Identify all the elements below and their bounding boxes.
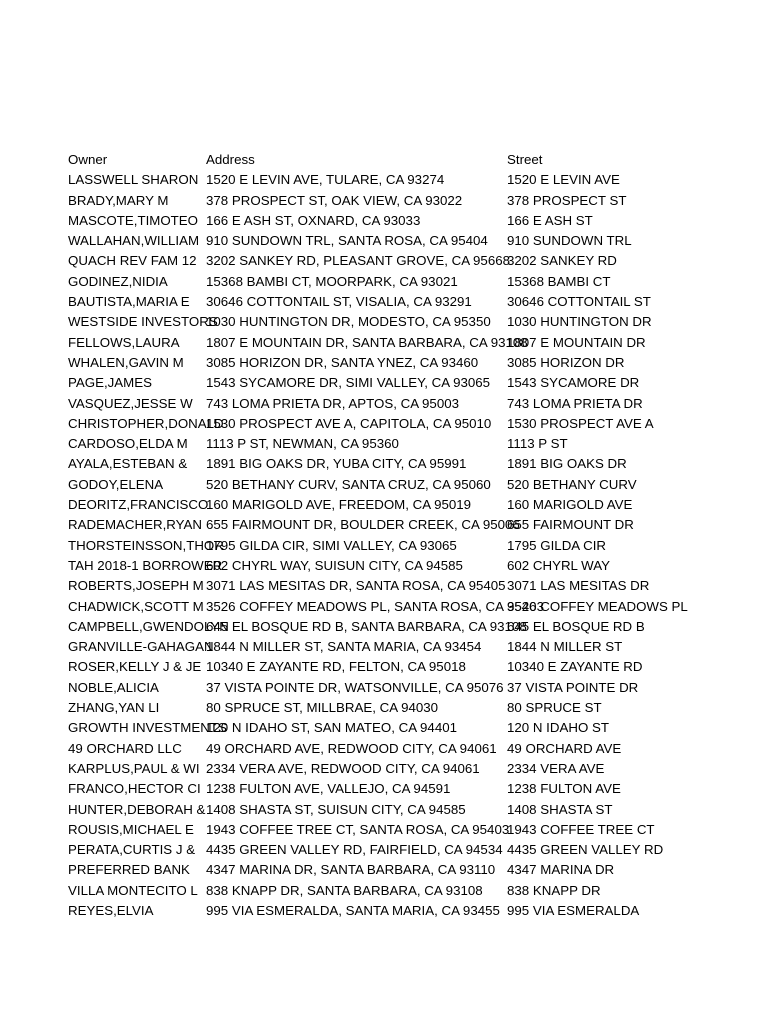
address-cell[interactable]: 10340 E ZAYANTE RD, FELTON, CA 95018 (206, 659, 466, 675)
table-row (68, 515, 758, 535)
owner-cell[interactable]: CHADWICK,SCOTT M (68, 598, 204, 614)
table-body (68, 170, 758, 921)
table-row (68, 678, 758, 698)
street-cell[interactable]: 120 N IDAHO ST (507, 720, 609, 736)
table-row (68, 576, 758, 596)
address-cell[interactable]: 37 VISTA POINTE DR, WATSONVILLE, CA 95076 (206, 679, 504, 695)
table-row (68, 353, 758, 373)
address-cell[interactable]: 1891 BIG OAKS DR, YUBA CITY, CA 95991 (206, 456, 467, 472)
street-cell[interactable]: 160 MARIGOLD AVE (507, 497, 633, 513)
address-cell[interactable]: 1795 GILDA CIR, SIMI VALLEY, CA 93065 (206, 537, 457, 553)
street-cell[interactable]: 30646 COTTONTAIL ST (507, 294, 651, 310)
address-cell[interactable]: 4347 MARINA DR, SANTA BARBARA, CA 93110 (206, 862, 496, 878)
table-row (68, 292, 758, 312)
owner-cell[interactable]: PREFERRED BANK (68, 862, 190, 878)
address-cell[interactable]: 1113 P ST, NEWMAN, CA 95360 (206, 436, 399, 452)
owner-cell[interactable]: DEORITZ,FRANCISCO (68, 497, 209, 513)
table-row (68, 373, 758, 393)
owner-cell[interactable]: WALLAHAN,WILLIAM (68, 233, 200, 249)
table-row (68, 800, 758, 820)
street-cell[interactable]: 4435 GREEN VALLEY RD (507, 842, 664, 858)
street-cell[interactable]: 15368 BAMBI CT (507, 273, 611, 289)
address-cell[interactable]: 995 VIA ESMERALDA, SANTA MARIA, CA 93455 (206, 902, 500, 918)
owner-cell[interactable]: VILLA MONTECITO L (68, 882, 198, 898)
street-cell[interactable]: 1807 E MOUNTAIN DR (507, 334, 646, 350)
address-cell[interactable]: 520 BETHANY CURV, SANTA CRUZ, CA 95060 (206, 476, 491, 492)
table-row (68, 536, 758, 556)
owner-cell[interactable]: CHRISTOPHER,DONALD (68, 415, 224, 431)
address-cell[interactable]: 602 CHYRL WAY, SUISUN CITY, CA 94585 (206, 557, 463, 573)
street-cell[interactable]: 1543 SYCAMORE DR (507, 375, 640, 391)
table-row (68, 333, 758, 353)
address-cell[interactable]: 4435 GREEN VALLEY RD, FAIRFIELD, CA 94534 (206, 842, 503, 858)
address-cell[interactable]: 1807 E MOUNTAIN DR, SANTA BARBARA, CA 93108 (206, 334, 528, 350)
spreadsheet-table (68, 150, 758, 921)
street-cell[interactable]: 37 VISTA POINTE DR (507, 679, 639, 695)
owner-cell[interactable]: KARPLUS,PAUL & WI (68, 760, 200, 776)
table-row (68, 211, 758, 231)
owner-cell[interactable]: TAH 2018-1 BORROWER (68, 557, 223, 573)
owner-cell[interactable]: WESTSIDE INVESTORS (68, 314, 218, 330)
address-cell[interactable]: 3071 LAS MESITAS DR, SANTA ROSA, CA 95405 (206, 578, 506, 594)
street-cell[interactable]: 10340 E ZAYANTE RD (507, 659, 643, 675)
address-cell[interactable]: 910 SUNDOWN TRL, SANTA ROSA, CA 95404 (206, 233, 488, 249)
address-cell[interactable]: 1408 SHASTA ST, SUISUN CITY, CA 94585 (206, 801, 466, 817)
street-cell[interactable]: 602 CHYRL WAY (507, 557, 610, 573)
address-cell[interactable]: 1520 E LEVIN AVE, TULARE, CA 93274 (206, 172, 445, 188)
street-cell[interactable]: 166 E ASH ST (507, 212, 593, 228)
owner-column-header[interactable]: Owner (68, 152, 108, 167)
table-row (68, 860, 758, 880)
street-cell[interactable]: 49 ORCHARD AVE (507, 740, 622, 756)
owner-cell[interactable]: WHALEN,GAVIN M (68, 354, 184, 370)
owner-cell[interactable]: ZHANG,YAN LI (68, 700, 160, 716)
street-cell[interactable]: 3526 COFFEY MEADOWS PL (507, 598, 688, 614)
table-row (68, 414, 758, 434)
street-cell[interactable]: 1943 COFFEE TREE CT (507, 821, 655, 837)
owner-cell[interactable]: PERATA,CURTIS J & (68, 842, 196, 858)
street-cell[interactable]: 655 FAIRMOUNT DR (507, 517, 634, 533)
owner-cell[interactable]: ROBERTS,JOSEPH M (68, 578, 204, 594)
street-cell[interactable]: 645 EL BOSQUE RD B (507, 618, 645, 634)
table-row (68, 394, 758, 414)
table-row (68, 251, 758, 271)
address-cell[interactable]: 160 MARIGOLD AVE, FREEDOM, CA 95019 (206, 497, 472, 513)
address-cell[interactable]: 1030 HUNTINGTON DR, MODESTO, CA 95350 (206, 314, 491, 330)
owner-cell[interactable]: THORSTEINSSON,THOR (68, 537, 224, 553)
street-cell[interactable]: 1844 N MILLER ST (507, 639, 623, 655)
owner-cell[interactable]: CAMPBELL,GWENDOLYN (68, 618, 229, 634)
street-cell[interactable]: 910 SUNDOWN TRL (507, 233, 632, 249)
owner-cell[interactable]: VASQUEZ,JESSE W (68, 395, 193, 411)
table-row (68, 312, 758, 332)
address-cell[interactable]: 1530 PROSPECT AVE A, CAPITOLA, CA 95010 (206, 415, 492, 431)
table-row (68, 231, 758, 251)
owner-cell[interactable]: RADEMACHER,RYAN (68, 517, 202, 533)
table-row (68, 698, 758, 718)
table-row (68, 759, 758, 779)
street-cell[interactable]: 838 KNAPP DR (507, 882, 601, 898)
owner-cell[interactable]: AYALA,ESTEBAN & (68, 456, 188, 472)
address-cell[interactable]: 120 N IDAHO ST, SAN MATEO, CA 94401 (206, 720, 458, 736)
street-cell[interactable]: 1795 GILDA CIR (507, 537, 607, 553)
owner-cell[interactable]: NOBLE,ALICIA (68, 679, 159, 695)
table-row (68, 475, 758, 495)
owner-cell[interactable]: REYES,ELVIA (68, 902, 154, 918)
owner-cell[interactable]: PAGE,JAMES (68, 375, 152, 391)
street-cell[interactable]: 3071 LAS MESITAS DR (507, 578, 650, 594)
table-row (68, 617, 758, 637)
table-row (68, 597, 758, 617)
table-row (68, 657, 758, 677)
table-row (68, 901, 758, 921)
street-cell[interactable]: 1408 SHASTA ST (507, 801, 613, 817)
street-cell[interactable]: 1520 E LEVIN AVE (507, 172, 620, 188)
address-cell[interactable]: 645 EL BOSQUE RD B, SANTA BARBARA, CA 93108 (206, 618, 527, 634)
table-row (68, 191, 758, 211)
owner-cell[interactable]: GROWTH INVESTMENTS (68, 720, 227, 736)
street-cell[interactable]: 1891 BIG OAKS DR (507, 456, 627, 472)
table-row (68, 170, 758, 190)
street-cell[interactable]: 1030 HUNTINGTON DR (507, 314, 652, 330)
owner-cell[interactable]: ROUSIS,MICHAEL E (68, 821, 194, 837)
table-row (68, 454, 758, 474)
address-cell[interactable]: 3202 SANKEY RD, PLEASANT GROVE, CA 95668 (206, 253, 511, 269)
address-cell[interactable]: 80 SPRUCE ST, MILLBRAE, CA 94030 (206, 700, 439, 716)
address-cell[interactable]: 378 PROSPECT ST, OAK VIEW, CA 93022 (206, 192, 463, 208)
owner-cell[interactable]: 49 ORCHARD LLC (68, 740, 182, 756)
table-row (68, 820, 758, 840)
address-cell[interactable]: 655 FAIRMOUNT DR, BOULDER CREEK, CA 95006 (206, 517, 520, 533)
owner-cell[interactable]: GRANVILLE-GAHAGAN (68, 639, 214, 655)
address-cell[interactable]: 743 LOMA PRIETA DR, APTOS, CA 95003 (206, 395, 460, 411)
header-row (68, 150, 758, 170)
address-cell[interactable]: 166 E ASH ST, OXNARD, CA 93033 (206, 212, 421, 228)
owner-cell[interactable]: FRANCO,HECTOR CI (68, 781, 201, 797)
address-cell[interactable]: 1943 COFFEE TREE CT, SANTA ROSA, CA 95403 (206, 821, 510, 837)
street-cell[interactable]: 4347 MARINA DR (507, 862, 615, 878)
address-cell[interactable]: 30646 COTTONTAIL ST, VISALIA, CA 93291 (206, 294, 472, 310)
address-cell[interactable]: 1543 SYCAMORE DR, SIMI VALLEY, CA 93065 (206, 375, 491, 391)
street-cell[interactable]: 995 VIA ESMERALDA (507, 902, 640, 918)
owner-cell[interactable]: GODOY,ELENA (68, 476, 164, 492)
street-cell[interactable]: 520 BETHANY CURV (507, 476, 637, 492)
owner-cell[interactable]: ROSER,KELLY J & JE (68, 659, 202, 675)
table-row (68, 637, 758, 657)
address-cell[interactable]: 3526 COFFEY MEADOWS PL, SANTA ROSA, CA 95403 (206, 598, 544, 614)
address-cell[interactable]: 15368 BAMBI CT, MOORPARK, CA 93021 (206, 273, 458, 289)
table-row (68, 272, 758, 292)
owner-cell[interactable]: HUNTER,DEBORAH & (68, 801, 206, 817)
street-cell[interactable]: 743 LOMA PRIETA DR (507, 395, 643, 411)
address-column-header[interactable]: Address (206, 152, 255, 167)
owner-cell[interactable]: MASCOTE,TIMOTEO (68, 212, 199, 228)
table-row (68, 434, 758, 454)
table-row (68, 495, 758, 515)
address-cell[interactable]: 3085 HORIZON DR, SANTA YNEZ, CA 93460 (206, 354, 479, 370)
street-cell[interactable]: 1113 P ST (507, 436, 568, 452)
street-cell[interactable]: 3085 HORIZON DR (507, 354, 625, 370)
street-cell[interactable]: 80 SPRUCE ST (507, 700, 602, 716)
owner-cell[interactable]: LASSWELL SHARON (68, 172, 199, 188)
table-row (68, 556, 758, 576)
owner-cell[interactable]: FELLOWS,LAURA (68, 334, 180, 350)
table-row (68, 840, 758, 860)
address-cell[interactable]: 1844 N MILLER ST, SANTA MARIA, CA 93454 (206, 639, 482, 655)
owner-cell[interactable]: CARDOSO,ELDA M (68, 436, 188, 452)
street-cell[interactable]: 378 PROSPECT ST (507, 192, 627, 208)
table-row (68, 718, 758, 738)
street-column-header[interactable]: Street (507, 152, 543, 167)
address-cell[interactable]: 2334 VERA AVE, REDWOOD CITY, CA 94061 (206, 760, 480, 776)
street-cell[interactable]: 3202 SANKEY RD (507, 253, 617, 269)
table-row (68, 739, 758, 759)
table-row (68, 779, 758, 799)
street-cell[interactable]: 2334 VERA AVE (507, 760, 605, 776)
owner-cell[interactable]: BRADY,MARY M (68, 192, 169, 208)
address-cell[interactable]: 1238 FULTON AVE, VALLEJO, CA 94591 (206, 781, 451, 797)
address-cell[interactable]: 49 ORCHARD AVE, REDWOOD CITY, CA 94061 (206, 740, 497, 756)
address-cell[interactable]: 838 KNAPP DR, SANTA BARBARA, CA 93108 (206, 882, 483, 898)
street-cell[interactable]: 1530 PROSPECT AVE A (507, 415, 654, 431)
owner-cell[interactable]: BAUTISTA,MARIA E (68, 294, 190, 310)
street-cell[interactable]: 1238 FULTON AVE (507, 781, 621, 797)
owner-cell[interactable]: QUACH REV FAM 12 (68, 253, 197, 269)
owner-cell[interactable]: GODINEZ,NIDIA (68, 273, 168, 289)
table-row (68, 881, 758, 901)
